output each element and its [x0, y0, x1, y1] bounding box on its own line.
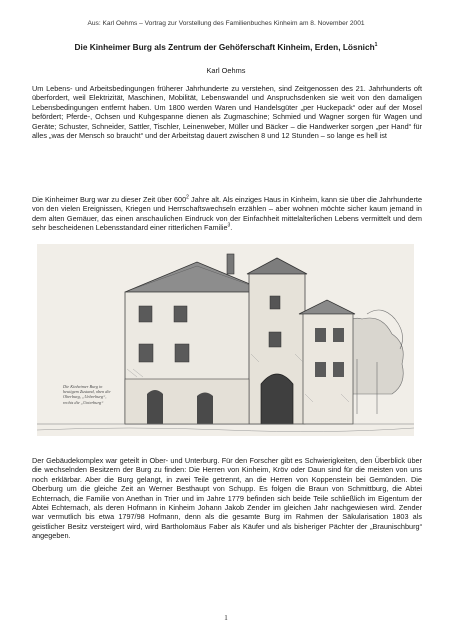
paragraph-castle-age	[32, 195, 422, 233]
author-name: Karl Oehms	[206, 66, 246, 75]
page-number: 1	[224, 614, 228, 622]
paragraph-text: Die Kinheimer Burg war zu dieser Zeit über 600	[32, 195, 187, 204]
castle-sketch-illustration	[37, 244, 414, 436]
paragraph-text: .	[230, 223, 233, 233]
page-title	[30, 42, 422, 52]
title-text: Die Kinheimer Burg als Zentrum der Gehöferschaft Kinheim, Erden, Lösnich	[74, 42, 375, 52]
illustration-caption: Die Kinheimer Burg in heutigem Zustand, oben die Oberburg, „Ueberburg“, rechts die „Unterburg“	[63, 384, 111, 405]
paragraph-text: Jahre alt. Als einziges Haus in Kinheim, kann sie über die Jahrhunderte von den vielen Ereignissen, Kriegen und Herrschaftswechseln erzählen – aber wohnen möchte sicher kaum jemand in dem alten Gemäuer, das einen anschaulichen Eindruck von der Einfachheit mittelalterlichen Lebens vermittelt und dem sehr bescheidenen Lebensstandard einer ritterlichen Familie	[32, 195, 423, 233]
footnote-ref: 2	[186, 194, 189, 201]
running-header: Aus: Karl Oehms – Vortrag zur Vorstellung des Familienbuches Kinheim am 8. November 2001	[87, 20, 365, 27]
paragraph-castle-ownership: Der Gebäudekomplex war geteilt in Ober- und Unterburg. Für den Forscher gibt es Schwierigkeiten, den Überblick über die wechselnden Besitzern der Burg zu finden: Die Herren von Kinheim, Kröv oder Daun sind für die meisten von uns noch erklärbar. Aber die Burg gelangt, in zwei Teile getrennt, an die Herren von Koppenstein bei Gemünden. Die Oberburg um die gleiche Zeit an Werner Besthaupt von Schupp. Es folgen die Braun von Schmittburg, die Abtei Echternach, die Familie von Anethan in Trier und im Jahre 1779 befinden sich beide Teile schließlich im Eigentum der Abtei Echternach, als deren Hofmann in Kinheim Johann Jakob Zender im gleichen Jahr nachgewiesen wird. Zender war vermutlich bis etwa 1797/98 Hofmann, denn als die gesamte Burg im Rahmen der Säkularisation 1803 als geistlicher Besitz versteigert wird, wird Bartholomäus Faber als Käufer und als bisheriger Pächter der „Braunischburg“ angegeben.	[32, 456, 422, 541]
paragraph-living-conditions: Um Lebens- und Arbeitsbedingungen früherer Jahrhunderte zu verstehen, sind Zeitgenossen des 21. Jahrhunderts oft überfordert, weil Elektrizität, Maschinen, Mobilität, Lebenswandel und Anspruchsdenken sie weit von den damaligen Lebensbedingungen entfernt haben. Um 1800 werden Waren und Handelsgüter „per Huckepack“ oder auf der Mosel befördert; Pferde-, Ochsen und Kuhgespanne dienen als Zugmaschine; Schmied und Wagner sorgen für Wagen und Geräte; Schuster, Schneider, Sattler, Tischler, Leinenweber, Müller und Bäcker – die Handwerker sorgen „per Hand“ für alles „was der Mensch so braucht“ und der Arbeitstag dauert zwischen 8 und 12 Stunden – so lange es hell ist	[32, 84, 422, 141]
castle-sketch	[37, 244, 414, 436]
footnote-ref: 1	[374, 42, 378, 49]
footnote-ref: 3	[227, 222, 231, 229]
